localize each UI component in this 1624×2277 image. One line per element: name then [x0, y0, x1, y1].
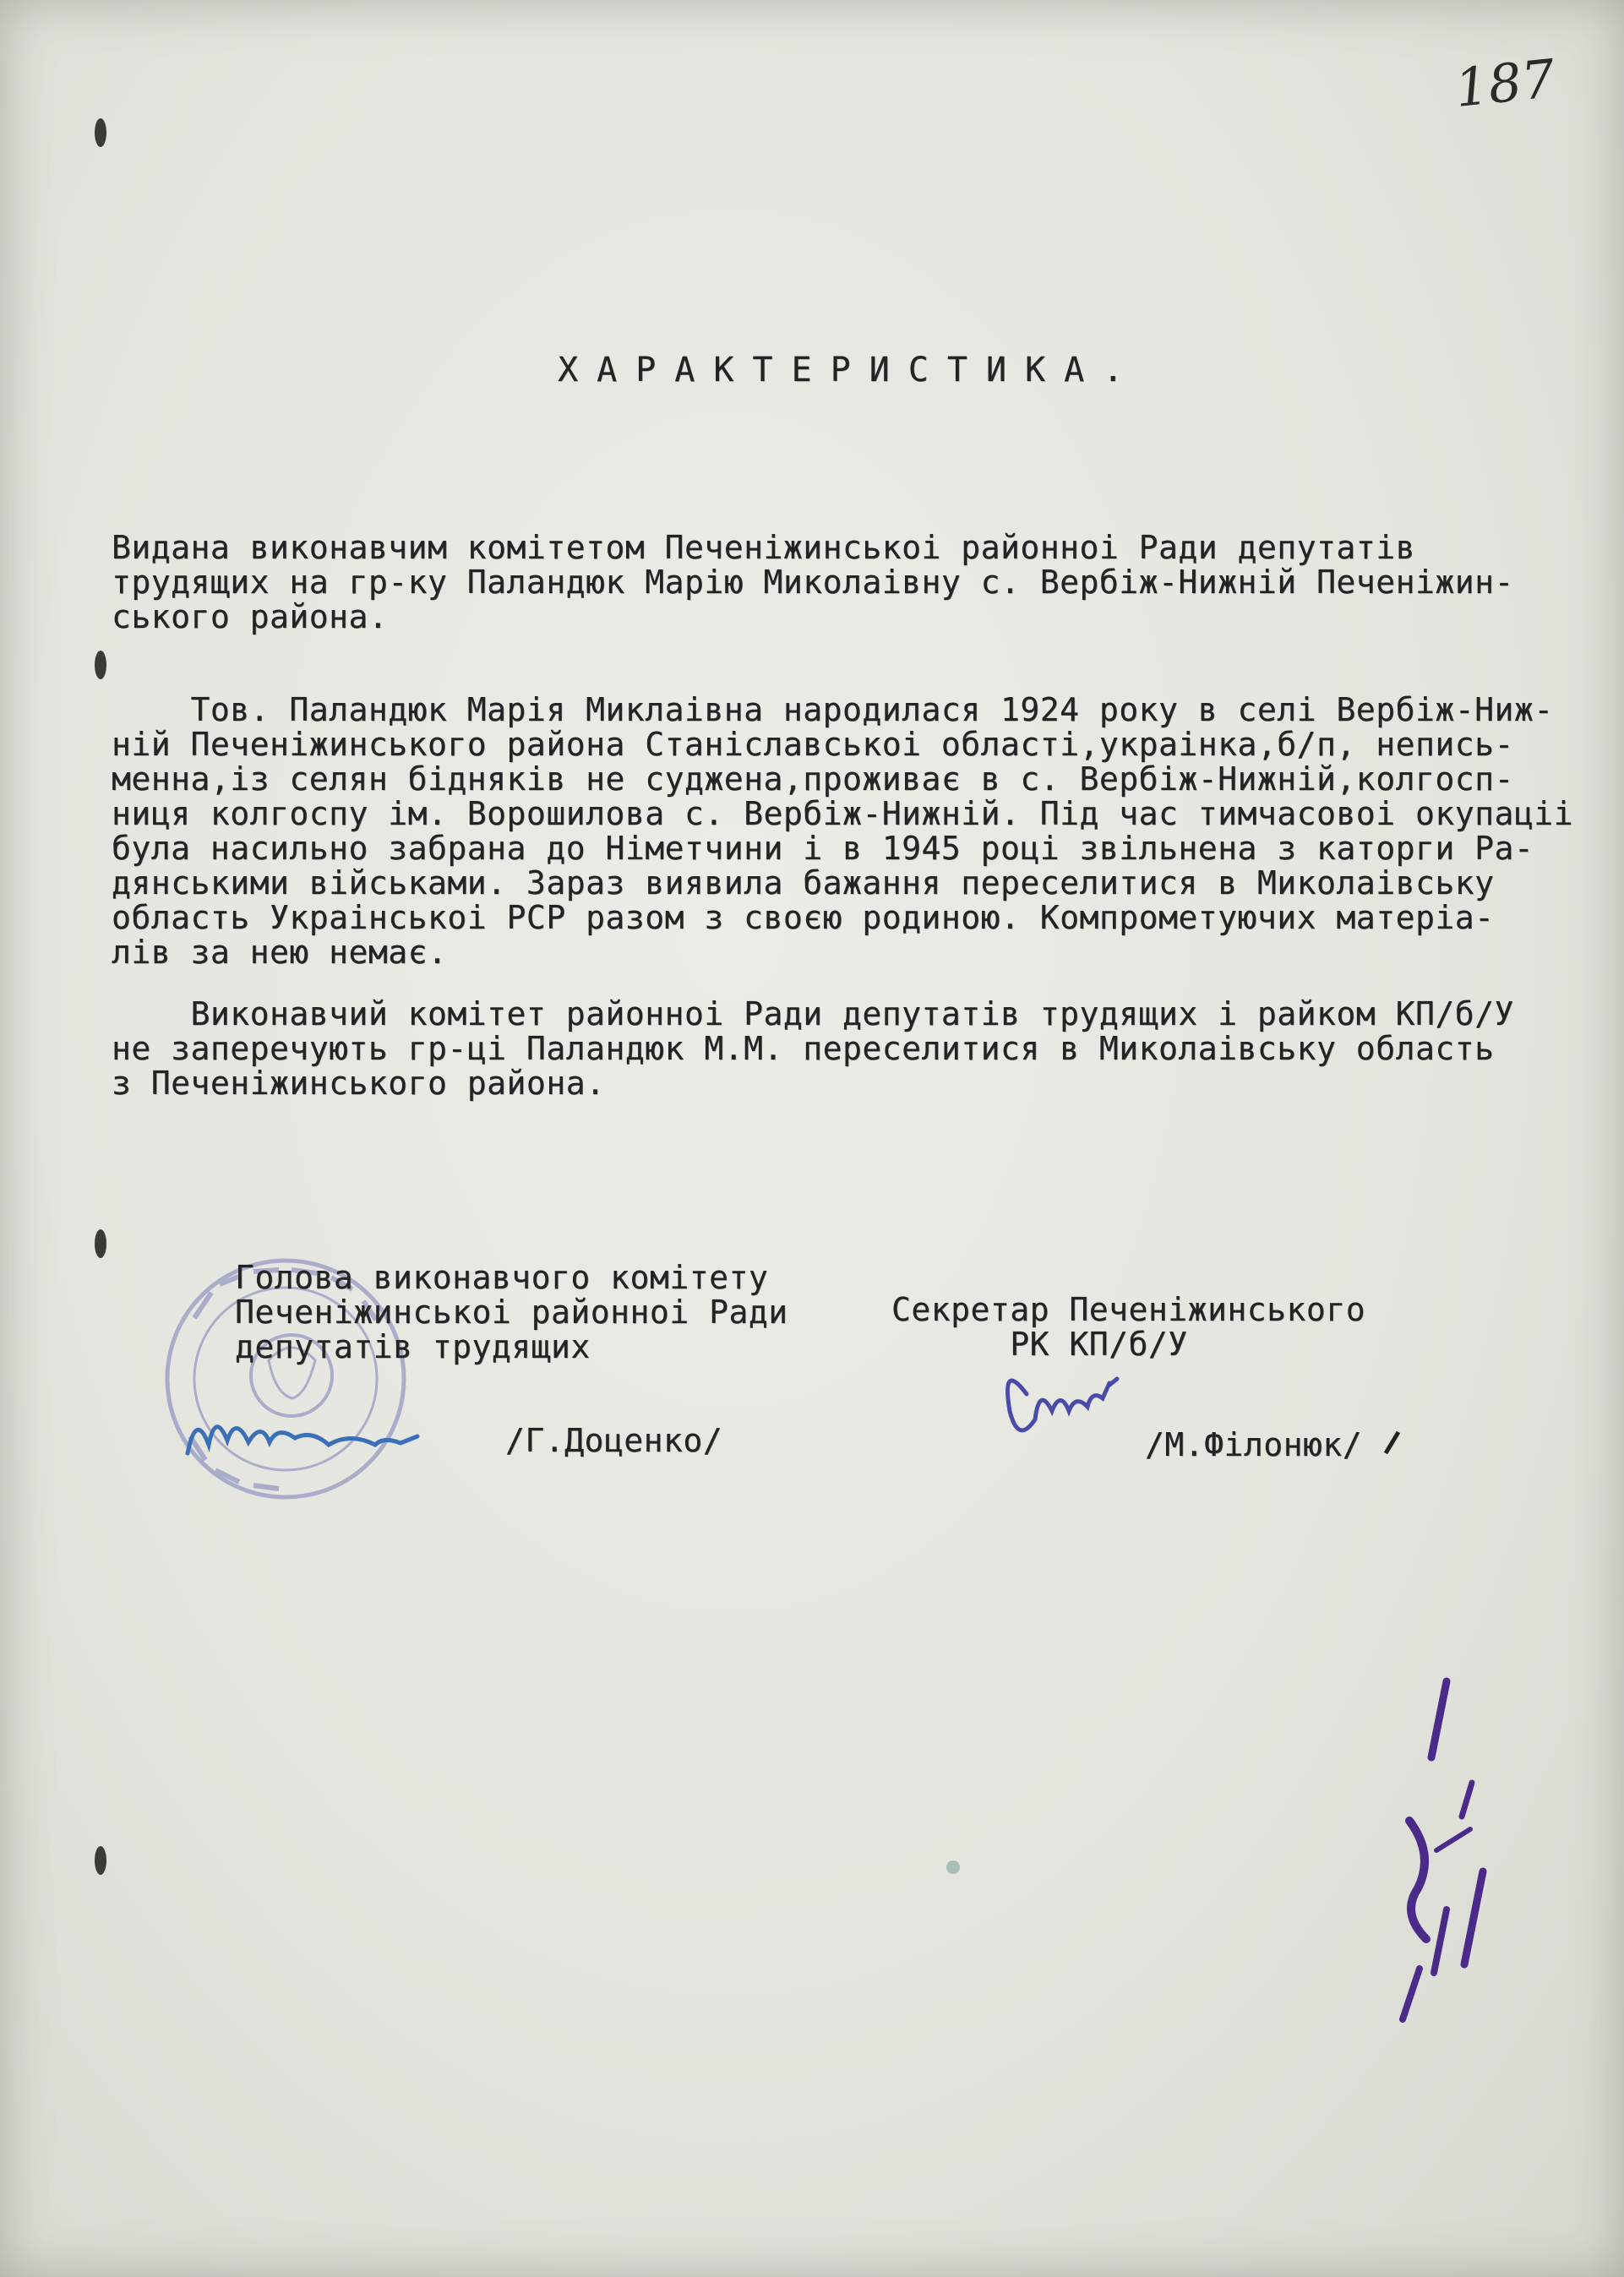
signature-block-left-title: Голова виконавчого комітету Печеніжинськоі районноі Ради депутатів трудящих — [235, 1259, 788, 1365]
signature-name-left: /Г.Доценко/ — [505, 1422, 723, 1459]
signature-left — [188, 1427, 417, 1453]
pencil-marks — [1403, 1681, 1483, 2019]
signature-block-right-title: Секретар Печеніжинського РК КП/б/У — [891, 1291, 1366, 1363]
punch-hole — [95, 118, 106, 147]
paragraph-no-objection: Виконавчий комітет районноі Ради депутатів трудящих і райком КП/б/У не заперечують гр-ці Паландюк М.М. переселитися в Миколаівську область з Печеніжинського района. — [112, 995, 1514, 1102]
paragraph-biography: Тов. Паландюк Марія Миклаівна народилася 1924 року в селі Вербіж-Ниж- ній Печеніжинського района Станіславськоі області,украінка,б/п, непись- менна,із селян бідняків не суджена,проживає в с. Вербіж-Нижній,колгосп- ниця колгоспу ім. Ворошилова с. Вербіж-Нижній. Під час тимчасовоі окупаціі була насильно забрана до Німетчини і в 1945 році звільнена з каторги Ра- дянськими військами. Зараз виявила бажання переселитися в Миколаівську область Украінськоі РСР разом з своєю родиною. Компрометуючих матеріа- лів за нею немає. — [112, 691, 1573, 971]
paragraph-issued-by: Видана виконавчим комітетом Печеніжинськоі районноі Ради депутатів трудящих на гр-ку Паландюк Марію Миколаівну с. Вербіж-Нижній Печеніжин- ського района. — [112, 529, 1514, 635]
punch-hole — [95, 1846, 106, 1875]
punch-hole — [95, 1229, 106, 1258]
punch-hole — [95, 651, 106, 679]
document-title: ХАРАКТЕРИСТИКА. — [558, 351, 1142, 389]
signature-right — [1008, 1379, 1118, 1430]
signature-name-right: /М.Філонюк/ — [1145, 1426, 1363, 1463]
folio-number: 187 — [1452, 47, 1558, 119]
